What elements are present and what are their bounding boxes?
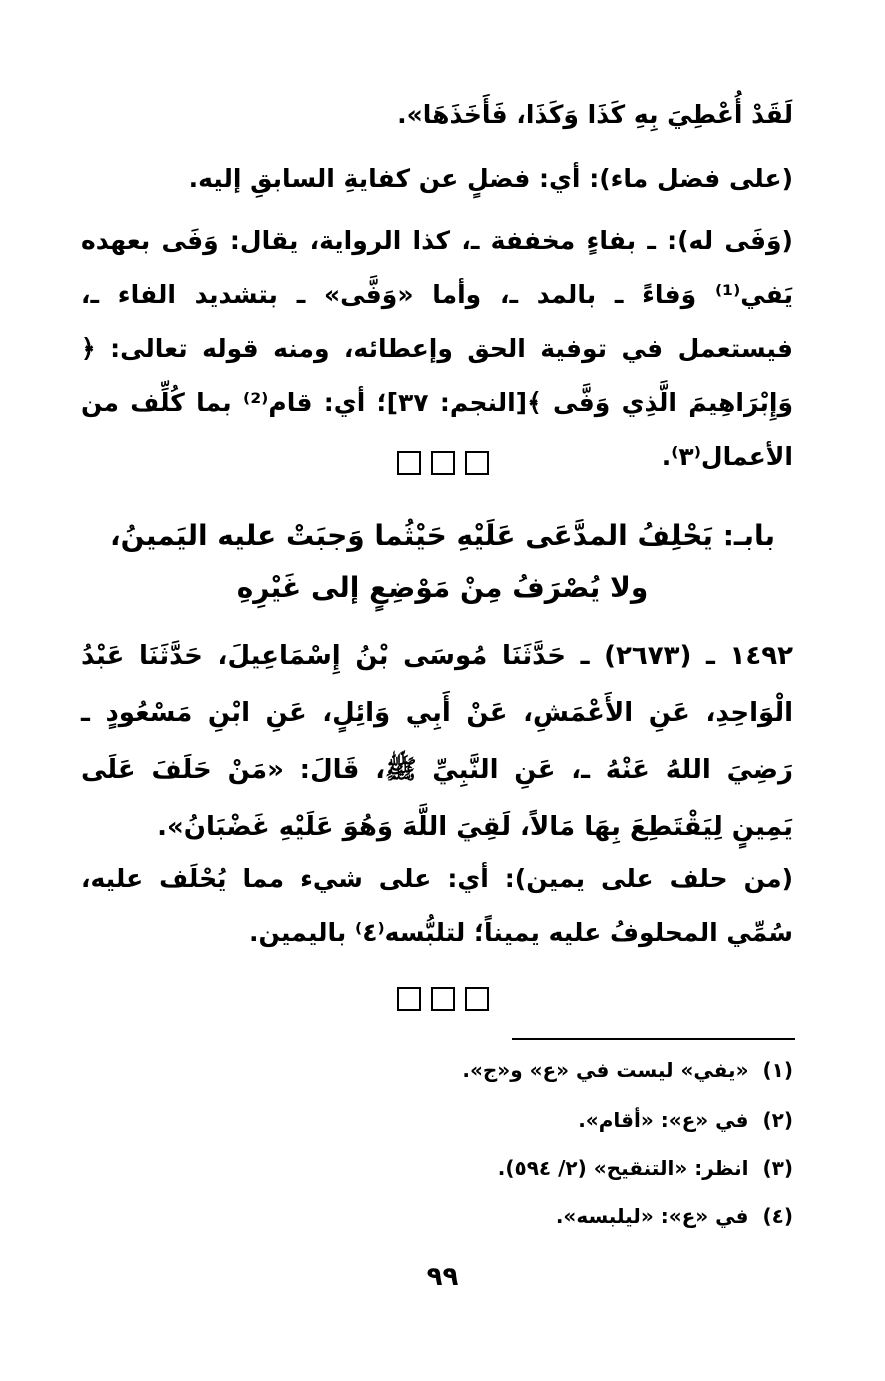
- commentary-wafa-lahu: (وَفَى له): ـ بفاءٍ مخففة ـ، كذا الرواية، يقال: وَفَى بعهده يَفي⁽¹⁾ وَفاءً ـ بالمد ـ، وأما «وَفَّى» ـ بتشديد الفاء ـ، فيستعمل في توفية الحق وإعطائه، ومنه قوله تعالى: ﴿ وَإِبْرَاهِيمَ الَّذِي وَفَّى ﴾[النجم: ٣٧]؛ أي: قام⁽²⁾ بما كُلِّف من الأعمال⁽٣⁾.: [81, 226, 793, 471]
- chapter-title-line-2: ولا يُصْرَفُ مِنْ مَوْضِعٍ إلى غَيْرِهِ: [236, 571, 649, 604]
- chapter-title-line-1: بابـ: يَحْلِفُ المدَّعَى عَلَيْهِ حَيْثُما وَجبَتْ عليه اليَمينُ،: [109, 519, 775, 552]
- commentary-man-halafa: (من حلف على يمين): أي: على شيء مما يُحْلَف عليه، سُمِّي المحلوفُ عليه يميناً؛ لتلبُّسه⁽٤⁾ باليمين.: [81, 864, 793, 947]
- footnote-2: (٢)في «ع»: «أقام».: [578, 1108, 793, 1132]
- section-separator-bottom: [0, 978, 885, 1018]
- commentary-fadl-maa: (على فضل ماء): أي: فضلٍ عن كفايةِ السابقِ إليه.: [188, 164, 793, 193]
- page-number: ٩٩: [426, 1262, 459, 1292]
- footnote-divider: [512, 1038, 795, 1040]
- footnote-1: (١)«يفي» ليست في «ع» و«ج».: [462, 1058, 793, 1082]
- hadith-1492: ١٤٩٢ ـ (٢٦٧٣) ـ حَدَّثَنَا مُوسَى بْنُ إِسْمَاعِيلَ، حَدَّثَنَا عَبْدُ الْوَاحِدِ، عَنِ الأَعْمَشِ، عَنْ أَبِي وَائِلٍ، عَنِ ابْنِ مَسْعُودٍ ـ رَضِيَ اللهُ عَنْهُ ـ، عَنِ النَّبِيِّ ﷺ، قَالَ: «مَنْ حَلَفَ عَلَى يَمِينٍ لِيَقْتَطِعَ بِهَا مَالاً، لَقِيَ اللَّهَ وَهُوَ عَلَيْهِ غَضْبَانُ».: [81, 641, 793, 842]
- hadith-ending: لَقَدْ أُعْطِيَ بِهِ كَذَا وَكَذَا، فَأَخَذَهَا».: [397, 100, 793, 129]
- footnote-4: (٤)في «ع»: «ليلبسه».: [555, 1204, 793, 1228]
- section-separator-top: [0, 442, 885, 482]
- footnote-3: (٣)انظر: «التنقيح» (٢/ ٥٩٤).: [497, 1156, 793, 1180]
